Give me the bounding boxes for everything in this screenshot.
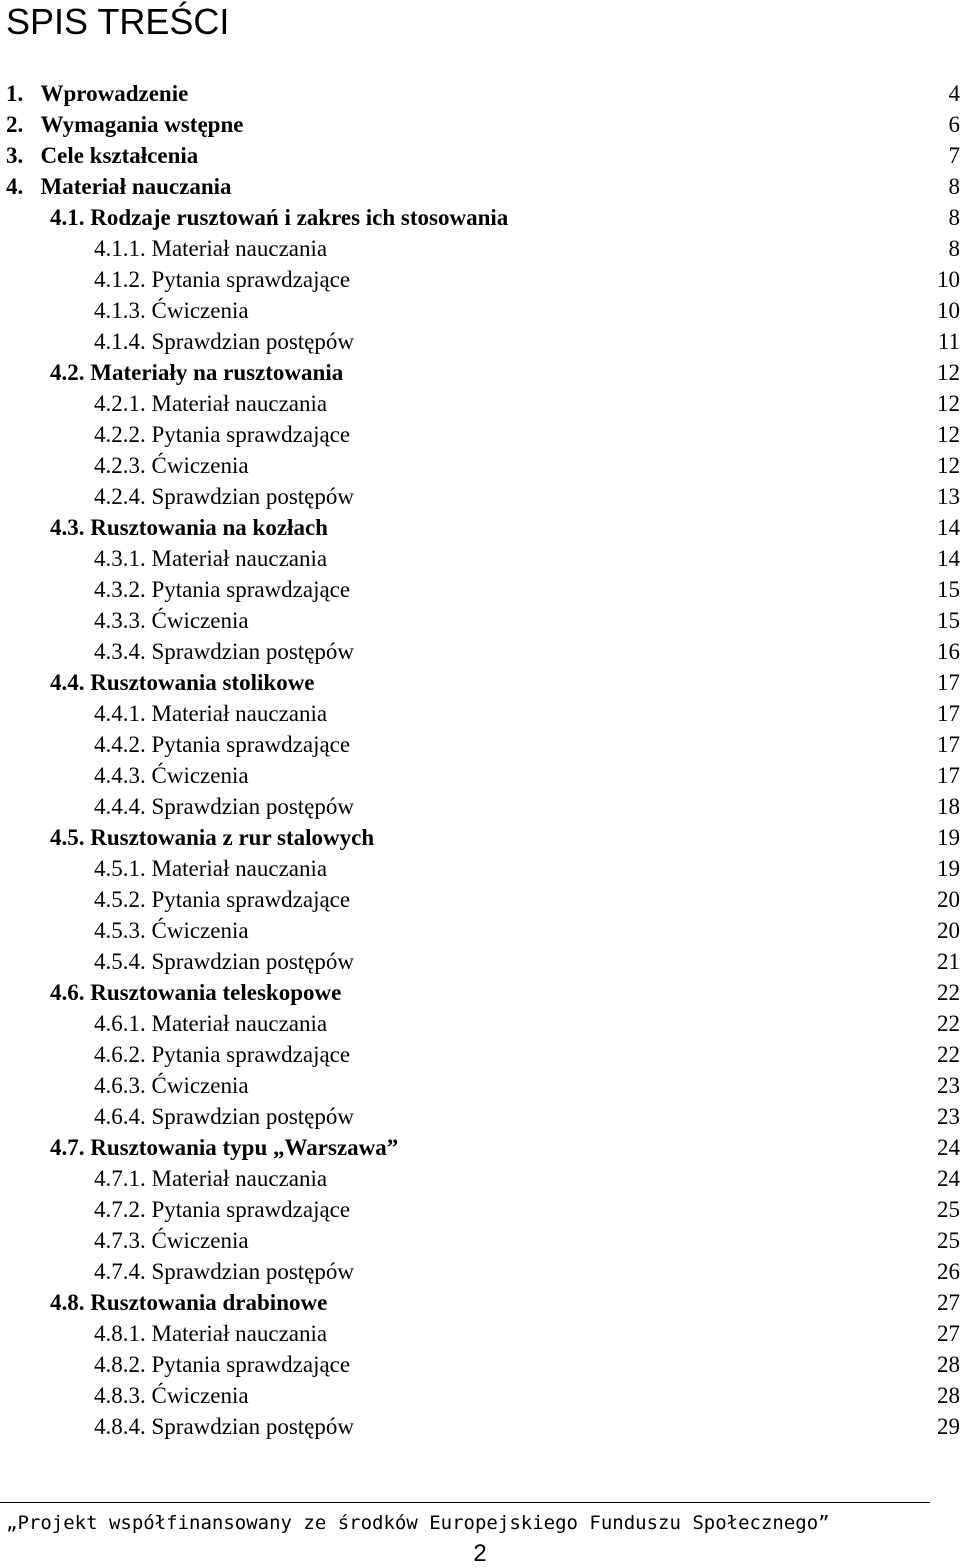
- toc-entry[interactable]: [0, 140, 960, 171]
- toc-entry-label: 4.3. Rusztowania na kozłach: [50, 515, 328, 540]
- toc-entry-page: 22: [937, 1042, 960, 1067]
- toc-entry-label: 3. Cele kształcenia: [6, 143, 199, 168]
- toc-entry-label: 4.4.2. Pytania sprawdzające: [94, 732, 351, 757]
- toc-entry-page: 14: [937, 515, 960, 540]
- toc-entry-label: 4.7.1. Materiał nauczania: [94, 1166, 328, 1191]
- toc-entry-label: 4.1.4. Sprawdzian postępów: [94, 329, 354, 354]
- toc-entry-page: 13: [937, 484, 960, 509]
- toc-entry-page: 8: [948, 205, 960, 230]
- page-number: 2: [473, 1540, 487, 1567]
- toc-entry-page: 12: [937, 360, 960, 385]
- toc-entry[interactable]: [0, 1194, 960, 1225]
- toc-entry[interactable]: [0, 1070, 960, 1101]
- toc-entry[interactable]: [0, 1039, 960, 1070]
- toc-entry[interactable]: [0, 78, 960, 109]
- toc-entry[interactable]: [0, 946, 960, 977]
- toc-entry-page: 27: [937, 1321, 960, 1346]
- toc-entry-page: 12: [937, 391, 960, 416]
- toc-entry[interactable]: [0, 388, 960, 419]
- toc-entry-page: 20: [937, 887, 960, 912]
- toc-entry-page: 4: [948, 81, 960, 106]
- toc-entry-label: 4.6.4. Sprawdzian postępów: [94, 1104, 354, 1129]
- toc-entry-page: 22: [937, 980, 960, 1005]
- toc-entry-label: 4.4. Rusztowania stolikowe: [50, 670, 315, 695]
- toc-entry[interactable]: [0, 636, 960, 667]
- toc-entry-label: 4.5.3. Ćwiczenia: [94, 918, 249, 943]
- toc-entry-label: 4.2.4. Sprawdzian postępów: [94, 484, 354, 509]
- toc-entry-page: 25: [937, 1228, 960, 1253]
- toc-entry-page: 7: [948, 143, 960, 168]
- toc-entry-label: 4.3.3. Ćwiczenia: [94, 608, 249, 633]
- toc-entry-page: 27: [937, 1290, 960, 1315]
- toc-entry[interactable]: [0, 481, 960, 512]
- toc-entry[interactable]: [0, 1349, 960, 1380]
- table-of-contents: [0, 78, 960, 1442]
- toc-entry-page: 16: [937, 639, 960, 664]
- toc-entry-page: 8: [948, 174, 960, 199]
- toc-entry-label: 4.7.2. Pytania sprawdzające: [94, 1197, 351, 1222]
- toc-entry-label: 4.4.1. Materiał nauczania: [94, 701, 328, 726]
- toc-entry-page: 15: [937, 608, 960, 633]
- toc-entry-page: 12: [937, 422, 960, 447]
- toc-entry-label: 4.6.2. Pytania sprawdzające: [94, 1042, 351, 1067]
- toc-entry-label: 4.5. Rusztowania z rur stalowych: [50, 825, 375, 850]
- toc-entry-page: 6: [948, 112, 960, 137]
- footer-note: „Projekt współfinansowany ze środków Europejskiego Funduszu Społecznego”: [6, 1512, 830, 1534]
- toc-entry[interactable]: [0, 295, 960, 326]
- toc-entry-label: 4.7.4. Sprawdzian postępów: [94, 1259, 354, 1284]
- toc-entry[interactable]: [0, 1101, 960, 1132]
- toc-entry-label: 4.6. Rusztowania teleskopowe: [50, 980, 342, 1005]
- toc-entry[interactable]: [0, 109, 960, 140]
- toc-entry[interactable]: [0, 1008, 960, 1039]
- toc-entry[interactable]: [0, 574, 960, 605]
- toc-entry-label: 4.1.1. Materiał nauczania: [94, 236, 328, 261]
- toc-entry-label: 1. Wprowadzenie: [6, 81, 189, 106]
- toc-entry[interactable]: [0, 1411, 960, 1442]
- toc-entry[interactable]: [0, 264, 960, 295]
- toc-entry[interactable]: [0, 1380, 960, 1411]
- toc-entry-page: 23: [937, 1104, 960, 1129]
- toc-entry-page: 10: [937, 298, 960, 323]
- toc-entry-page: 10: [937, 267, 960, 292]
- page-title: SPIS TREŚCI: [6, 1, 230, 42]
- toc-entry-label: 4.4.4. Sprawdzian postępów: [94, 794, 354, 819]
- toc-entry-label: 4.8. Rusztowania drabinowe: [50, 1290, 328, 1315]
- toc-entry[interactable]: [0, 233, 960, 264]
- toc-entry[interactable]: [0, 822, 960, 853]
- toc-entry[interactable]: [0, 512, 960, 543]
- toc-entry[interactable]: [0, 1163, 960, 1194]
- toc-entry[interactable]: [0, 915, 960, 946]
- toc-entry-page: 29: [937, 1414, 960, 1439]
- toc-entry[interactable]: [0, 1132, 960, 1163]
- toc-entry-page: 21: [937, 949, 960, 974]
- toc-entry[interactable]: [0, 667, 960, 698]
- toc-entry-label: 4.6.1. Materiał nauczania: [94, 1011, 328, 1036]
- toc-entry-page: 26: [937, 1259, 960, 1284]
- toc-entry-label: 4.6.3. Ćwiczenia: [94, 1073, 249, 1098]
- toc-entry-page: 12: [937, 453, 960, 478]
- toc-entry-label: 4.7.3. Ćwiczenia: [94, 1228, 249, 1253]
- toc-entry-label: 4.8.3. Ćwiczenia: [94, 1383, 249, 1408]
- toc-entry[interactable]: [0, 171, 960, 202]
- toc-entry-page: 24: [937, 1166, 960, 1191]
- toc-entry-label: 4.8.4. Sprawdzian postępów: [94, 1414, 354, 1439]
- toc-entry-page: 20: [937, 918, 960, 943]
- toc-entry-label: 4.3.1. Materiał nauczania: [94, 546, 328, 571]
- toc-entry-page: 28: [937, 1383, 960, 1408]
- toc-entry[interactable]: [0, 1225, 960, 1256]
- toc-entry-label: 4.5.1. Materiał nauczania: [94, 856, 328, 881]
- toc-entry-label: 4.1.3. Ćwiczenia: [94, 298, 249, 323]
- toc-entry-page: 25: [937, 1197, 960, 1222]
- toc-entry[interactable]: [0, 698, 960, 729]
- toc-entry-page: 15: [937, 577, 960, 602]
- toc-entry-label: 4.5.4. Sprawdzian postępów: [94, 949, 354, 974]
- toc-entry-label: 4.2.2. Pytania sprawdzające: [94, 422, 351, 447]
- toc-entry[interactable]: [0, 357, 960, 388]
- toc-entry-label: 4. Materiał nauczania: [6, 174, 232, 199]
- toc-entry[interactable]: [0, 977, 960, 1008]
- toc-entry[interactable]: [0, 1256, 960, 1287]
- toc-entry-label: 2. Wymagania wstępne: [6, 112, 244, 137]
- toc-entry[interactable]: [0, 1318, 960, 1349]
- toc-entry-label: 4.8.2. Pytania sprawdzające: [94, 1352, 351, 1377]
- toc-entry-page: 18: [937, 794, 960, 819]
- toc-entry-label: 4.7. Rusztowania typu „Warszawa”: [50, 1135, 399, 1160]
- toc-entry-label: 4.2. Materiały na rusztowania: [50, 360, 344, 385]
- footer-divider: [0, 1502, 930, 1503]
- toc-entry-page: 17: [937, 732, 960, 757]
- toc-entry-page: 19: [937, 856, 960, 881]
- toc-entry[interactable]: [0, 326, 960, 357]
- toc-entry[interactable]: [0, 1287, 960, 1318]
- toc-entry-page: 17: [937, 763, 960, 788]
- toc-entry-page: 24: [937, 1135, 960, 1160]
- toc-entry-label: 4.1.2. Pytania sprawdzające: [94, 267, 351, 292]
- toc-entry-page: 11: [937, 329, 960, 354]
- toc-entry-page: 8: [948, 236, 960, 261]
- toc-entry-page: 23: [937, 1073, 960, 1098]
- toc-entry-label: 4.3.4. Sprawdzian postępów: [94, 639, 354, 664]
- toc-entry-label: 4.3.2. Pytania sprawdzające: [94, 577, 351, 602]
- toc-entry[interactable]: [0, 884, 960, 915]
- toc-entry-page: 17: [937, 670, 960, 695]
- toc-entry-label: 4.4.3. Ćwiczenia: [94, 763, 249, 788]
- toc-entry-page: 22: [937, 1011, 960, 1036]
- toc-entry-label: 4.8.1. Materiał nauczania: [94, 1321, 328, 1346]
- toc-entry[interactable]: [0, 729, 960, 760]
- toc-entry-label: 4.5.2. Pytania sprawdzające: [94, 887, 351, 912]
- toc-entry-page: 19: [937, 825, 960, 850]
- toc-entry[interactable]: [0, 760, 960, 791]
- toc-entry-page: 28: [937, 1352, 960, 1377]
- toc-entry-label: 4.2.1. Materiał nauczania: [94, 391, 328, 416]
- toc-entry[interactable]: [0, 419, 960, 450]
- toc-entry-label: 4.1. Rodzaje rusztowań i zakres ich stosowania: [50, 205, 509, 230]
- toc-entry[interactable]: [0, 853, 960, 884]
- toc-entry[interactable]: [0, 791, 960, 822]
- toc-entry[interactable]: [0, 202, 960, 233]
- toc-entry[interactable]: [0, 450, 960, 481]
- toc-entry-page: 17: [937, 701, 960, 726]
- toc-entry-label: 4.2.3. Ćwiczenia: [94, 453, 249, 478]
- toc-entry[interactable]: [0, 605, 960, 636]
- toc-entry[interactable]: [0, 543, 960, 574]
- toc-entry-page: 14: [937, 546, 960, 571]
